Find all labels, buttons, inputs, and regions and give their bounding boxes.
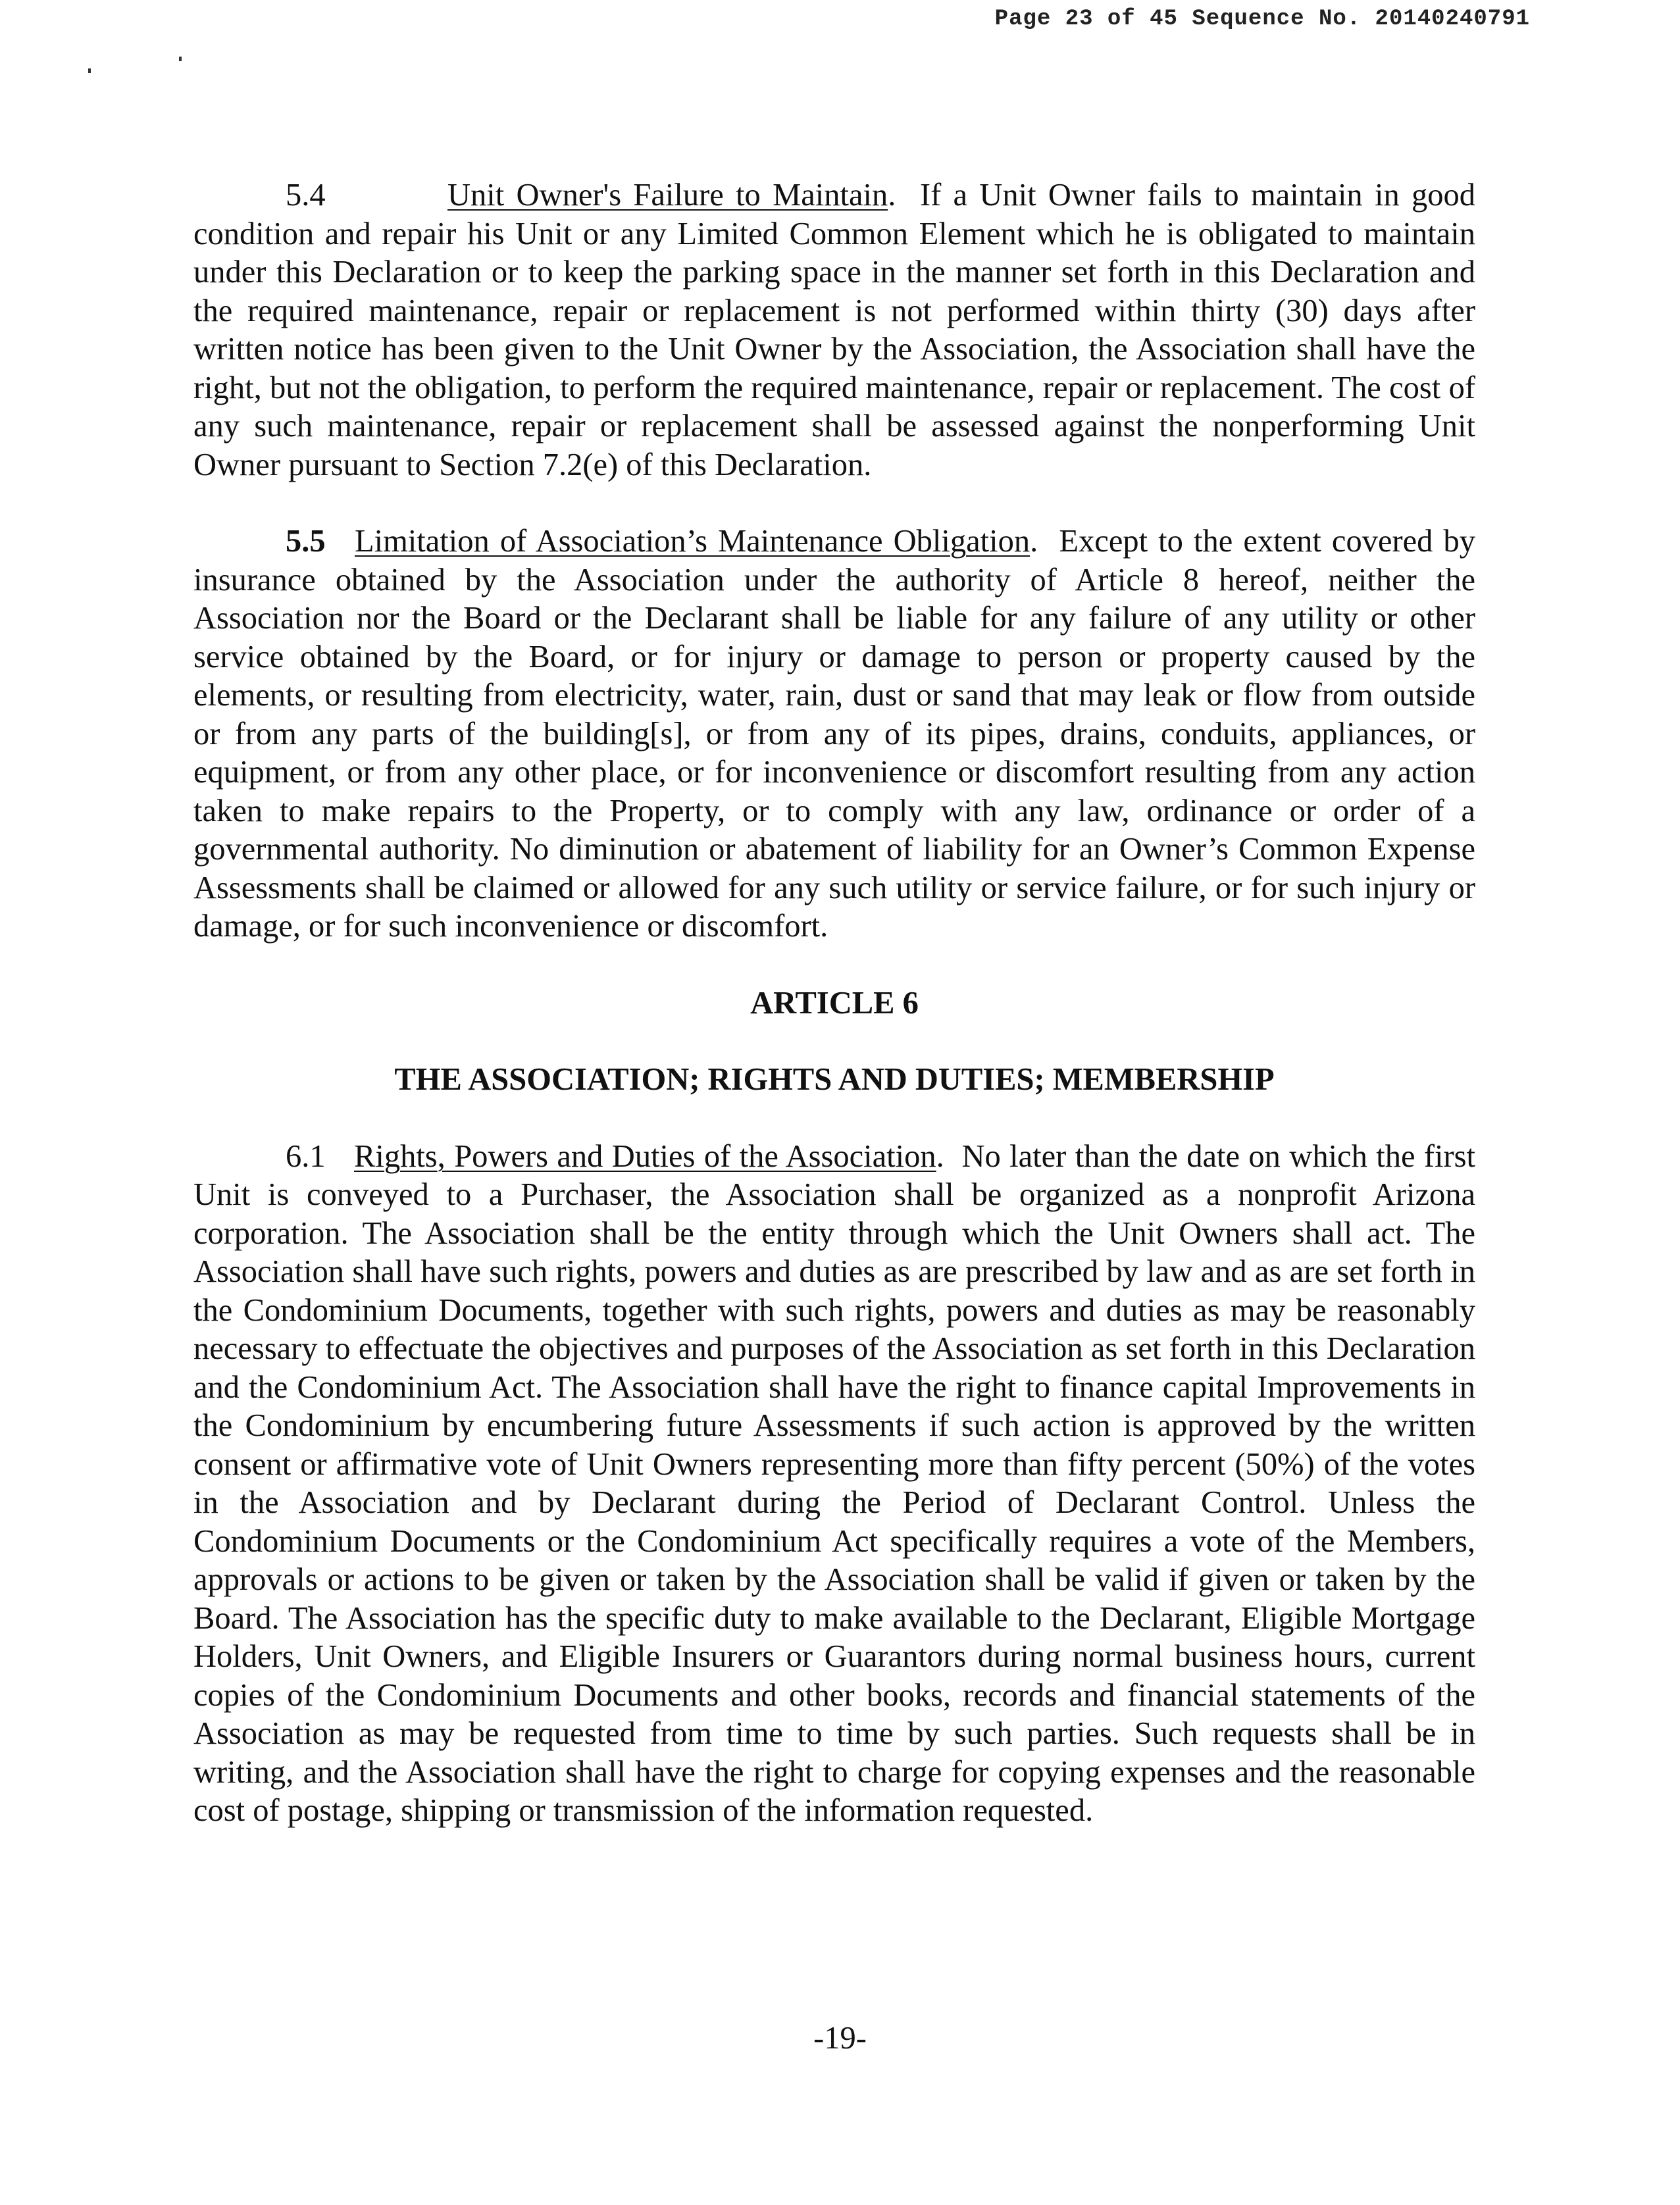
section-5-4: 5.4 Unit Owner's Failure to Maintain. If a Unit Owner fails to maintain in good condition and repair his Unit or any Limited Common Element which he is obligated to maintain under this Declaration or to keep the parking space in the manner set forth in this Declaration and the required maintenance, repair or replacement is not performed within thirty (30) days after written notice has been given to the Unit Owner by the Association, the Association shall have the right, but not the obligation, to perform the required maintenance, repair or replacement. The cost of any such maintenance, repair or replacement shall be assessed against the nonperforming Unit Owner pursuant to Section 7.2(e) of this Declaration. [193,178,1475,482]
scan-artifact [88,68,91,73]
section-title: Rights, Powers and Duties of the Association [354,1138,936,1174]
page-number: -19- [813,2021,867,2056]
section-body: If a Unit Owner fails to maintain in good condition and repair his Unit or any Limited Common Element which he is obligated to maintain under this Declaration or to keep the parking space in the manner set forth in this Declaration and the required maintenance, repair or replacement is not performed within thirty (30) days after written notice has been given to the Unit Owner by the Association, the Association shall have the right, but not the obligation, to perform the required maintenance, repair or replacement. The cost of any such maintenance, repair or replacement shall be assessed against the nonperforming Unit Owner pursuant to Section 7.2(e) of this Declaration. [193,178,1475,482]
section-title: Limitation of Association’s Maintenance Obligation [355,524,1031,559]
section-5-5: 5.5 Limitation of Association’s Maintenance Obligation. Except to the extent covered by insurance obtained by the Association under the authority of Article 8 hereof, neither the Association nor the Board or the Declarant shall be liable for any failure of any utility or other service obtained by the Board, or for injury or damage to person or property caused by the elements, or resulting from electricity, water, rain, dust or sand that may leak or flow from outside or from any parts of the building[s], or from any of its pipes, drains, conduits, appliances, or equipment, or from any other place, or for inconvenience or discomfort resulting from any action taken to make repairs to the Property, or to comply with any law, ordinance or order of a governmental authority. No diminution or abatement of liability for an Owner’s Common Expense Assessments shall be claimed or allowed for any such utility or service failure, or for such injury or damage, or for such inconvenience or discomfort. [193,524,1475,944]
scan-artifact [179,57,182,61]
article-subtitle: THE ASSOCIATION; RIGHTS AND DUTIES; MEMBERSHIP [394,1062,1275,1097]
section-number: 5.4 [286,178,326,213]
section-body: Except to the extent covered by insurance obtained by the Association under the authority of Article 8 hereof, neither the Association nor the Board or the Declarant shall be liable for any failure of any utility or other service obtained by the Board, or for injury or damage to person or property caused by the elements, or resulting from electricity, water, rain, dust or sand that may leak or flow from outside or from any parts of the building[s], or from any of its pipes, drains, conduits, appliances, or equipment, or from any other place, or for inconvenience or discomfort resulting from any action taken to make repairs to the Property, or to comply with any law, ordinance or order of a governmental authority. No diminution or abatement of liability for an Owner’s Common Expense Assessments shall be claimed or allowed for any such utility or service failure, or for such injury or damage, or for such inconvenience or discomfort. [193,524,1475,944]
document-stamp: Page 23 of 45 Sequence No. 20140240791 [994,7,1530,32]
section-number: 5.5 [286,524,326,559]
section-number: 6.1 [286,1138,326,1174]
section-6-1: 6.1 Rights, Powers and Duties of the Association. No later than the date on which the first Unit is conveyed to a Purchaser, the Association shall be organized as a nonprofit Arizona corporation. The Association shall be the entity through which the Unit Owners shall act. The Association shall have such rights, powers and duties as are prescribed by law and as are set forth in the Condominium Documents, together with such rights, powers and duties as may be reasonably necessary to effectuate the objectives and purposes of the Association as set forth in this Declaration and the Condominium Act. The Association shall have the right to finance capital Improvements in the Condominium by encumbering future Assessments if such action is approved by the written consent or affirmative vote of Unit Owners representing more than fifty percent (50%) of the votes in the Association and by Declarant during the Period of Declarant Control. Unless the Condominium Documents or the Condominium Act specifically requires a vote of the Members, approvals or actions to be given or taken by the Association shall be valid if given or taken by the Board. The Association has the specific duty to make available to the Declarant, Eligible Mortgage Holders, Unit Owners, and Eligible Insurers or Guarantors during normal business hours, current copies of the Condominium Documents and other books, records and financial statements of the Association as may be requested from time to time by such parties. Such requests shall be in writing, and the Association shall have the right to charge for copying expenses and the reasonable cost of postage, shipping or transmission of the information requested. [193,1138,1475,1828]
document-body [193,176,1475,1869]
article-title: ARTICLE 6 [750,985,919,1021]
section-title: Unit Owner's Failure to Maintain [447,178,888,213]
section-body: No later than the date on which the first Unit is conveyed to a Purchaser, the Association shall be organized as a nonprofit Arizona corporation. The Association shall be the entity through which the Unit Owners shall act. The Association shall have such rights, powers and duties as are prescribed by law and as are set forth in the Condominium Documents, together with such rights, powers and duties as may be reasonably necessary to effectuate the objectives and purposes of the Association as set forth in this Declaration and the Condominium Act. The Association shall have the right to finance capital Improvements in the Condominium by encumbering future Assessments if such action is approved by the written consent or affirmative vote of Unit Owners representing more than fifty percent (50%) of the votes in the Association and by Declarant during the Period of Declarant Control. Unless the Condominium Documents or the Condominium Act specifically requires a vote of the Members, approvals or actions to be given or taken by the Association shall be valid if given or taken by the Board. The Association has the specific duty to make available to the Declarant, Eligible Mortgage Holders, Unit Owners, and Eligible Insurers or Guarantors during normal business hours, current copies of the Condominium Documents and other books, records and financial statements of the Association as may be requested from time to time by such parties. Such requests shall be in writing, and the Association shall have the right to charge for copying expenses and the reasonable cost of postage, shipping or transmission of the information requested. [193,1138,1475,1828]
